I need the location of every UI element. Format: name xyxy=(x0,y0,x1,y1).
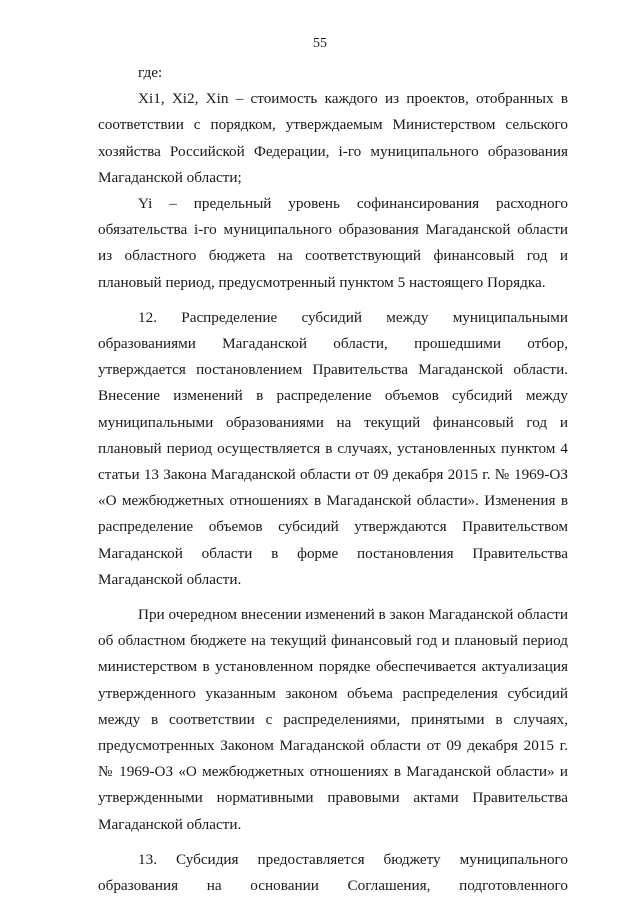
paragraph-where: где: xyxy=(138,64,163,81)
paragraph-item-12: 12. Распределение субсидий между муниципальными образованиями Магаданской области, прошедшими отбор, утверждается постановлением Правительства Магаданской области. Внесение изменений в распределение объемов субсидий между муниципальными образованиями на текущий финансовый год и плановый период осуществляется в случаях, установленных пунктом 4 статьи 13 Закона Магаданской области от 09 декабря 2015 г. № 1969-ОЗ «О межбюджетных отношениях в Магаданской области». Изменения в распределение объемов субсидий утверждаются Правительством Магаданской области в форме постановления Правительства Магаданской области. xyxy=(98,308,568,588)
paragraph-next-change: При очередном внесении изменений в закон Магаданской области об областном бюджете на текущий финансовый год и плановый период министерством в установленном порядке обеспечивается актуализация утвержденного указанным законом объема распределения субсидий между в соответствии с распределениями, принятыми в случаях, предусмотренных Законом Магаданской области от 09 декабря 2015 г. № 1969-ОЗ «О межбюджетных отношениях в Магаданской области» и утвержденными нормативными правовыми актами Правительства Магаданской области. xyxy=(98,606,568,833)
paragraph-item-13: 13. Субсидия предоставляется бюджету муниципального образования на основании Соглашения, подготовленного xyxy=(98,850,568,895)
paragraph-yi-definition: Yi – предельный уровень софинансирования расходного обязательства i-го муниципального образования Магаданской области из областного бюджета на соответствующий финансовый год и плановый период, предусмотренный пунктом 5 настоящего Порядка. xyxy=(98,195,568,291)
paragraph-xi-definition: Xi1, Xi2, Xin – стоимость каждого из проектов, отобранных в соответствии с порядком, утверждаемым Министерством сельского хозяйства Российской Федерации, i-го муниципального образования Магаданской области; xyxy=(98,90,568,186)
page-number: 55 xyxy=(313,36,327,51)
document-body xyxy=(98,60,568,899)
